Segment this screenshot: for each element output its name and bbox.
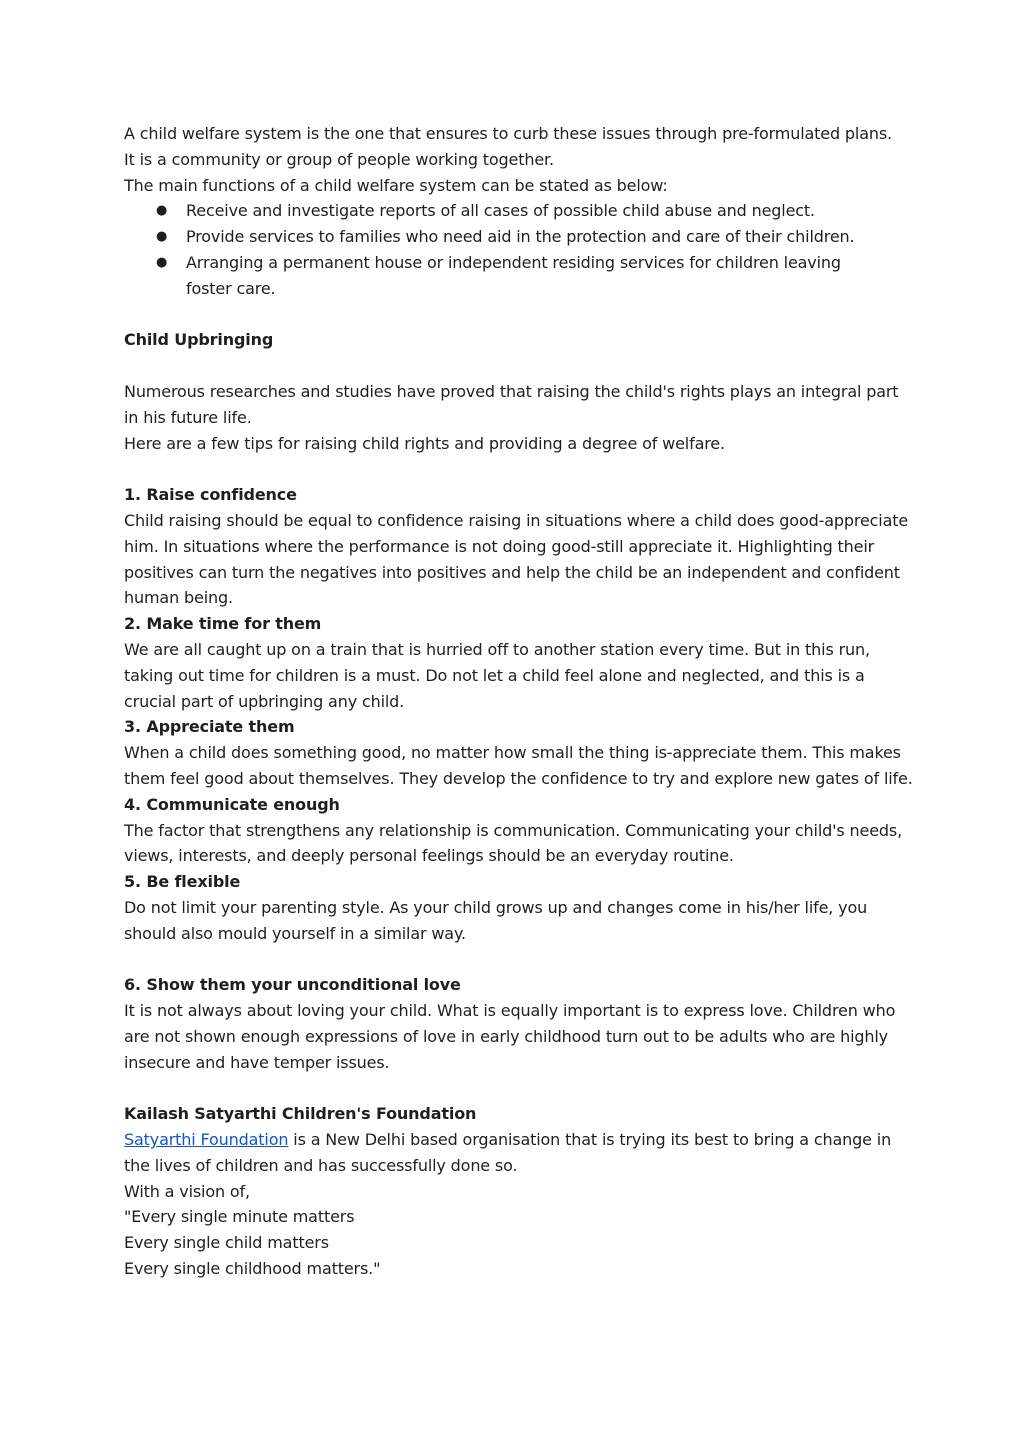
- spacer: [124, 1075, 914, 1101]
- tip-body-3: When a child does something good, no matter how small the thing is-appreciate them. This makes them feel good about themselves. They develop the confidence to try and explore new gates of life.: [124, 743, 913, 788]
- spacer: [124, 302, 914, 328]
- foundation-paragraph: [124, 1127, 914, 1179]
- upbringing-paragraph-1: Numerous researches and studies have proved that raising the child's rights plays an integral part in his future life.: [124, 381, 899, 427]
- tip-heading-2: 2. Make time for them: [124, 614, 322, 634]
- upbringing-paragraph-2: Here are a few tips for raising child rights and providing a degree of welfare.: [124, 433, 725, 453]
- list-item: [124, 198, 914, 224]
- tip-body-1: Child raising should be equal to confidence raising in situations where a child does good-appreciate him. In situations where the performance is not doing good-still appreciate it. Highlighting their positives can turn the negatives into positives and help the child be an independent and confident human being.: [124, 510, 909, 608]
- tip-body-2: We are all caught up on a train that is hurried off to another station every time. But in this run, taking out time for children is a must. Do not let a child feel alone and neglected, and this is a crucial part of upbringing any child.: [124, 639, 870, 711]
- tip-heading-4: 4. Communicate enough: [124, 794, 340, 814]
- bullet-icon: ●: [156, 229, 168, 245]
- tip-body-4: The factor that strengthens any relationship is communication. Communicating your child's needs, views, interests, and deeply personal feelings should be an everyday routine.: [124, 820, 903, 866]
- list-item-text: Provide services to families who need aid in the protection and care of their children.: [186, 227, 855, 247]
- vision-intro: With a vision of,: [124, 1181, 250, 1201]
- foundation-paragraph-text: is a New Delhi based organisation that is trying its best to bring a change in the lives of children and has successfully done so.: [124, 1130, 892, 1175]
- document-page: [124, 121, 914, 1282]
- vision-line-2: Every single child matters: [124, 1233, 329, 1253]
- spacer: [124, 353, 914, 379]
- tip-heading-3: 3. Appreciate them: [124, 717, 295, 737]
- spacer: [124, 456, 914, 482]
- bullet-icon: ●: [156, 203, 168, 219]
- section-heading-upbringing: Child Upbringing: [124, 330, 274, 350]
- tip-body-6: It is not always about loving your child. What is equally important is to express love. Children who are not shown enough expressions of love in early childhood turn out to be adults who are highly insecure and have temper issues.: [124, 1001, 896, 1072]
- bullet-icon: ●: [156, 254, 168, 270]
- vision-line-3: Every single childhood matters.": [124, 1259, 381, 1279]
- tip-body-5: Do not limit your parenting style. As your child grows up and changes come in his/her life, you should also mould yourself in a similar way.: [124, 897, 868, 943]
- section-heading-foundation: Kailash Satyarthi Children's Foundation: [124, 1104, 477, 1124]
- intro-line-1: A child welfare system is the one that ensures to curb these issues through pre-formulated plans.: [124, 124, 892, 143]
- satyarthi-foundation-link[interactable]: Satyarthi Foundation: [124, 1130, 289, 1150]
- list-item-text: Receive and investigate reports of all cases of possible child abuse and neglect.: [186, 201, 815, 221]
- tip-heading-6: 6. Show them your unconditional love: [124, 975, 461, 995]
- list-item: [124, 224, 914, 250]
- tip-heading-1: 1. Raise confidence: [124, 485, 297, 505]
- tip-heading-5: 5. Be flexible: [124, 872, 241, 892]
- vision-line-1: "Every single minute matters: [124, 1207, 355, 1227]
- functions-list: [124, 198, 914, 301]
- intro-line-3: The main functions of a child welfare system can be stated as below:: [124, 175, 668, 195]
- list-item-text: Arranging a permanent house or independent residing services for children leaving foster care.: [186, 252, 841, 298]
- list-item: [124, 250, 914, 302]
- intro-line-2: It is a community or group of people working together.: [124, 149, 554, 169]
- spacer: [124, 947, 914, 973]
